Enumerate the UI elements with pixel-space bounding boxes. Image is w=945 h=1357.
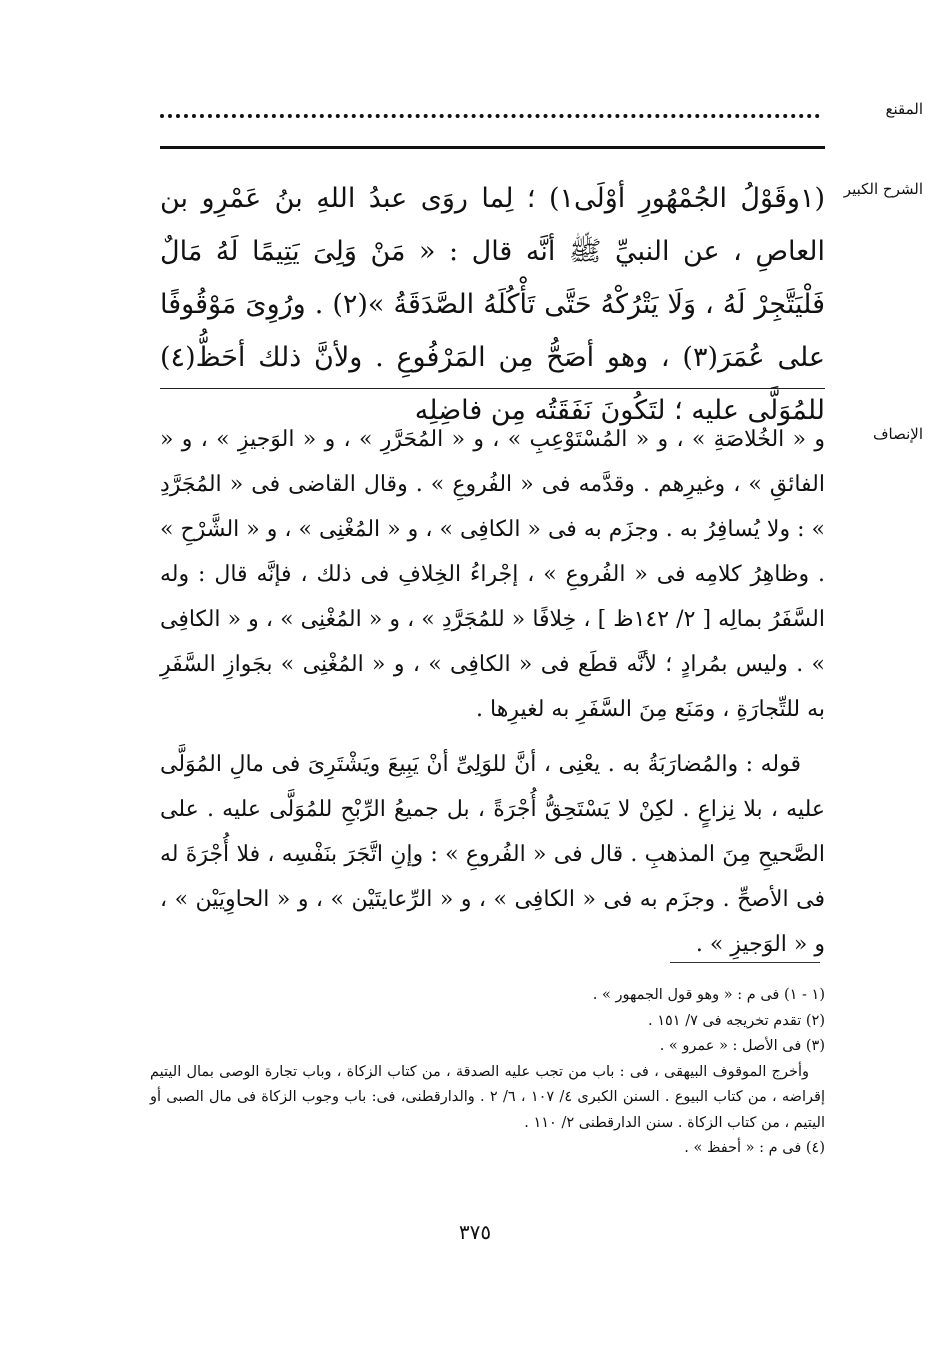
page-number: ٣٧٥ — [458, 1220, 492, 1244]
thick-separator — [160, 146, 825, 149]
insaf-paragraph-1: و « الخُلاصَةِ » ، و « المُسْتَوْعِبِ » ، و « المُحَرَّرِ » ، و « الوَجيزِ » ، و « الفائقِ » ، وغيرِهم . وقدَّمه فى « الفُروعِ » . وقال القاضى فى « المُجَرَّدِ » : ولا يُسافِرُ به . وجزَم به فى « الكافِى » ، و « المُغْنِى » ، و « الشَّرْحِ » . وظاهِرُ كلامِه فى « الفُروعِ » ، إجْراءُ الخِلافِ فى ذلك ، فإنَّه قال : وله السَّفَرُ بمالِه [ ٢/ ١٤٢ظ ] ، خِلافًا « للمُجَرَّدِ » ، و « المُغْنِى » ، و « الكافِى » . وليس بمُرادٍ ؛ لأنَّه قطَع فى « الكافِى » ، و « المُغْنِى » بجَوازِ السَّفَرِ به للتِّجارَةِ ، ومَنَع مِنَ السَّفَرِ به لغيرِها . — [160, 427, 826, 722]
footnote-3-continuation: وأخرج الموقوف البيهقى ، فى : باب من تجب عليه الصدقة ، من كتاب الزكاة ، وباب تجارة الوصى بمال اليتيم إقراضه ، من كتاب البيوع . السنن الكبرى ٤/ ١٠٧ ، ٦/ ٢ . والدارقطنى، فى: باب وجوب الزكاة فى مال الصبى أو اليتيم ، من كتاب الزكاة . سنن الدارقطنى ٢/ ١١٠ . — [150, 1063, 825, 1131]
footnote-separator — [670, 962, 820, 963]
insaf-paragraph-2: قوله : والمُضارَبَةُ به . يعْنِى ، أنَّ للوَلِىِّ أنْ يَبِيعَ ويَشْتَرِىَ فى مالِ المُوَلَّى عليه ، بلا نِزاعٍ . لكِنْ لا يَسْتَحِقُّ أُجْرَةً ، بل جميعُ الرِّبْحِ للمُوَلَّى عليه . على الصَّحيحِ مِنَ المذهبِ . قال فى « الفُروعِ » : وإنِ اتَّجَرَ بنَفْسِه ، فلا أُجْرَةَ له فى الأصحِّ . وجزَم به فى « الكافِى » ، و « الرِّعايتَيْن » ، و « الحاوِيَيْن » ، و « الوَجيزِ » . — [160, 752, 825, 957]
footnotes-block — [150, 983, 825, 1162]
section-divider — [160, 388, 825, 389]
insaf-section-label: الإنصاف — [872, 425, 923, 443]
footnote-1: (١ - ١) فى م : « وهو قول الجمهور » . — [592, 987, 825, 1003]
dotted-separator — [160, 114, 820, 118]
sharh-section-label: الشرح الكبير — [843, 180, 923, 198]
insaf-text-block — [160, 417, 825, 967]
sharh-paragraph: (١وقَوْلُ الجُمْهُورِ أوْلَى١) ؛ لِما روَى عبدُ اللهِ بنُ عَمْرِو بن العاصِ ، عن النبيِّ ﷺ أنَّه قال : « مَنْ وَلِىَ يَتِيمًا لَهُ مَالٌ فَلْيَتَّجِرْ لَهُ ، وَلَا يَتْرُكْهُ حَتَّى تَأْكُلَهُ الصَّدَقَةُ »(٢) . ورُوِىَ مَوْقُوفًا على عُمَرَ(٣) ، وهو أصَحُّ مِن المَرْفُوعِ . ولأنَّ ذلك أحَظُّ(٤) للمُوَلَّى عليه ؛ لتَكُونَ نَفَقَتُه مِن فاضِلِه — [160, 183, 825, 426]
footnote-2: (٢) تقدم تخريجه فى ٧/ ١٥١ . — [648, 1012, 825, 1029]
footnote-4: (٤) فى م : « أحفظ » . — [684, 1140, 825, 1156]
sharh-text-block — [160, 172, 825, 437]
footnote-3: (٣) فى الأصل : « عمرو » . — [659, 1038, 825, 1054]
book-title-label: المقنع — [885, 100, 923, 118]
